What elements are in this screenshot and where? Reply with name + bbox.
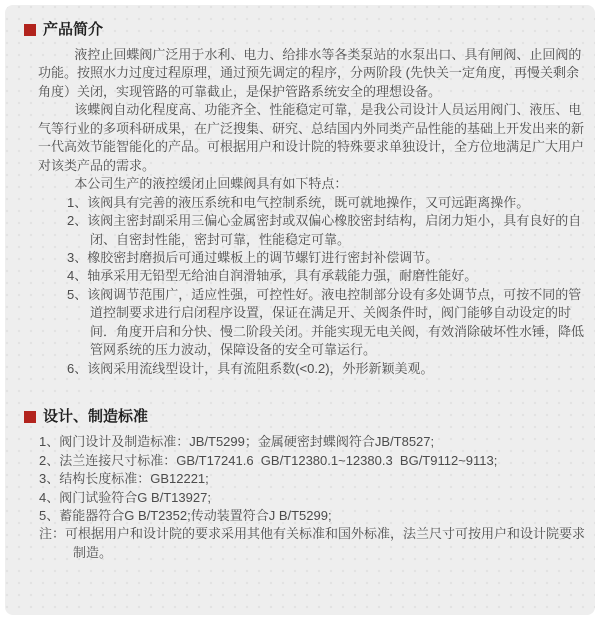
intro-paragraph: 该蝶阀自动化程度高、功能齐全、性能稳定可靠，是我公司设计人员运用阀门、液压、电气等行业的多项科研成果，在广泛搜集、研究、总结国内外同类产品性能的基础上开发出来的新一代高效节能智能化的产品。可根据用户和设计院的特殊要求单独设计，全方位地满足广大用户对该类产品的需求。 (38, 102, 585, 173)
section-product-intro (24, 21, 585, 378)
feature-item: 2、该阀主密封副采用三偏心金属密封或双偏心橡胶密封结构，启闭力矩小，具有良好的自闭、自密封性能，密封可靠，性能稳定可靠。 (67, 213, 582, 247)
content-panel (5, 5, 595, 615)
feature-list (67, 194, 585, 379)
standard-item: 3、结构长度标准：GB12221; (39, 471, 209, 487)
feature-item: 4、轴承采用无铅型无给油自润滑轴承，具有承载能力强，耐磨性能好。 (67, 268, 478, 284)
standards-title: 设计、制造标准 (43, 408, 149, 426)
red-square-bullet-icon (24, 411, 36, 423)
section-design-standards (24, 408, 585, 562)
intro-paragraph: 液控止回蝶阀广泛用于水利、电力、给排水等各类泵站的水泵出口、具有闸阀、止回阀的功能。按照水力过度过程原理，通过预先调定的程序，分两阶段 (先快关一定角度，再慢关剩余角度）关闭，实现管路的可靠截止，是保护管路系统安全的理想设备。 (38, 47, 582, 99)
product-intro-heading (24, 21, 585, 39)
feature-item: 6、该阀采用流线型设计，具有流阻系数(<0.2)，外形新颖美观。 (67, 360, 434, 376)
red-square-bullet-icon (24, 24, 36, 36)
feature-item: 1、该阀具有完善的液压系统和电气控制系统，既可就地操作，又可远距离操作。 (67, 194, 530, 210)
feature-item: 5、该阀调节范围广，适应性强，可控性好。液电控制部分设有多处调节点，可按不同的管道控制要求进行启闭程序设置，保证在满足开、关阀条件时，阀门能够自动设定的时间．角度开启和分快、慢二阶段关闭。并能实现无电关阀，有效消除破坏性水锤，降低管网系统的压力波动，保障设备的安全可靠运行。 (67, 286, 585, 358)
standard-item: 1、阀门设计及制造标准：JB/T5299；金属硬密封蝶阀符合JB/T8527; (39, 434, 435, 450)
standard-item: 4、阀门试验符合G B/T13927; (39, 489, 211, 505)
standards-note: 注：可根据用户和设计院的要求采用其他有关标准和国外标准，法兰尺寸可按用户和设计院要求制造。 (39, 526, 586, 560)
standards-list (39, 433, 585, 562)
product-intro-body (24, 46, 585, 378)
product-intro-title: 产品简介 (43, 21, 104, 38)
standards-heading (24, 408, 585, 426)
standard-item: 2、法兰连接尺寸标准：GB/T17241.6 GB/T12380.1~12380.3 BG/T9112~9113; (39, 452, 498, 468)
standard-item: 5、蓄能器符合G B/T2352;传动装置符合J B/T5299; (39, 507, 332, 523)
features-lead-in: 本公司生产的液控缓闭止回蝶阀具有如下特点： (74, 176, 348, 192)
feature-item: 3、橡胶密封磨损后可通过蝶板上的调节螺钉进行密封补偿调节。 (67, 249, 439, 265)
